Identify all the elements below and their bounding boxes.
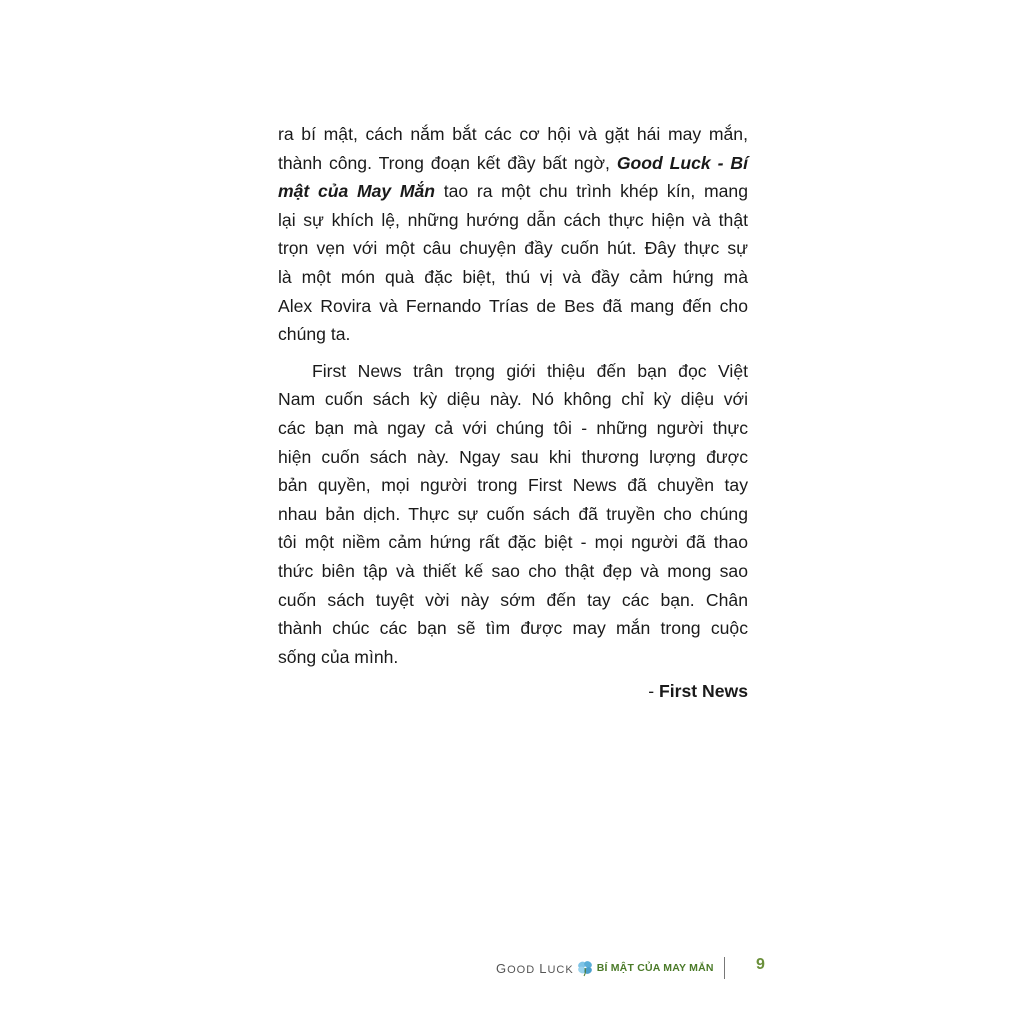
paragraph-1-line-6: là một món quà đặc biệt, thú vị và đầy cảm hứng mà <box>278 266 748 287</box>
footer-series-title <box>496 961 574 976</box>
paragraph-2-line-4: hiện cuốn sách này. Ngay sau khi thương lượng được <box>278 446 748 467</box>
footer-series-title-g: G <box>496 960 508 976</box>
paragraph-1 <box>278 120 748 349</box>
paragraph-2-line-8: thức biên tập và thiết kế sao cho thật đẹp và mong sao <box>278 560 748 581</box>
paragraph-1-line-2-text: thành công. Trong đoạn kết đầy bất ngờ, <box>278 152 617 173</box>
page-number: 9 <box>756 956 765 973</box>
paragraph-2-line-10: thành chúc các bạn sẽ tìm được may mắn trong cuộc <box>278 618 748 639</box>
paragraph-1-line-1: ra bí mật, cách nắm bắt các cơ hội và gặt hái may mắn, <box>278 124 748 144</box>
paragraph-2-line-7: tôi một niềm cảm hứng rất đặc biệt - mọi người đã thao <box>278 532 748 553</box>
paragraph-1-line-2 <box>278 149 748 178</box>
paragraph-1-line-4: lại sự khích lệ, những hướng dẫn cách thực hiện và thật <box>278 209 748 230</box>
paragraph-2-line-1: First News trân trọng giới thiệu đến bạn đọc Việt <box>312 360 748 381</box>
paragraph-2-line-2: Nam cuốn sách kỳ diệu này. Nó không chỉ kỳ diệu với <box>278 389 748 410</box>
footer-series-title-rest-1: OOD <box>507 963 540 976</box>
four-leaf-clover-icon <box>575 959 595 977</box>
paragraph-2-line-6: nhau bản dịch. Thực sự cuốn sách đã truyền cho chúng <box>278 503 748 524</box>
book-title-part-1: Good Luck - Bí <box>616 152 748 173</box>
footer-series-title-rest-2: UCK <box>547 963 574 976</box>
paragraph-1-line-8: chúng ta. <box>278 324 351 345</box>
paragraph-1-line-7: Alex Rovira và Fernando Trías de Bes đã mang đến cho <box>278 295 748 316</box>
paragraph-2-line-5: bản quyền, mọi người trong First News đã chuyền tay <box>278 475 748 496</box>
book-title-part-2: mật của May Mắn <box>278 181 436 202</box>
running-footer <box>496 954 725 982</box>
body-text <box>278 120 748 705</box>
paragraph-1-line-3 <box>278 177 748 206</box>
signature <box>278 677 748 705</box>
paragraph-1-line-5: trọn vẹn với một câu chuyện đầy cuốn hút. Đây thực sự <box>278 238 748 259</box>
footer-book-title: BÍ MẬT CỦA MAY MẮN <box>596 962 714 974</box>
signature-dash: - <box>648 681 660 702</box>
paragraph-1-line-3-text: tao ra một chu trình khép kín, mang <box>435 181 748 202</box>
signature-name: First News <box>659 681 748 702</box>
paragraph-2-line-11: sống của mình. <box>278 646 399 667</box>
footer-divider <box>724 957 725 979</box>
paragraph-2 <box>278 357 748 672</box>
paragraph-2-line-3: các bạn mà ngay cả với chúng tôi - những người thực <box>278 417 748 438</box>
paragraph-2-line-9: cuốn sách tuyệt vời này sớm đến tay các bạn. Chân <box>278 589 748 610</box>
footer-series-title-l: L <box>539 960 548 976</box>
